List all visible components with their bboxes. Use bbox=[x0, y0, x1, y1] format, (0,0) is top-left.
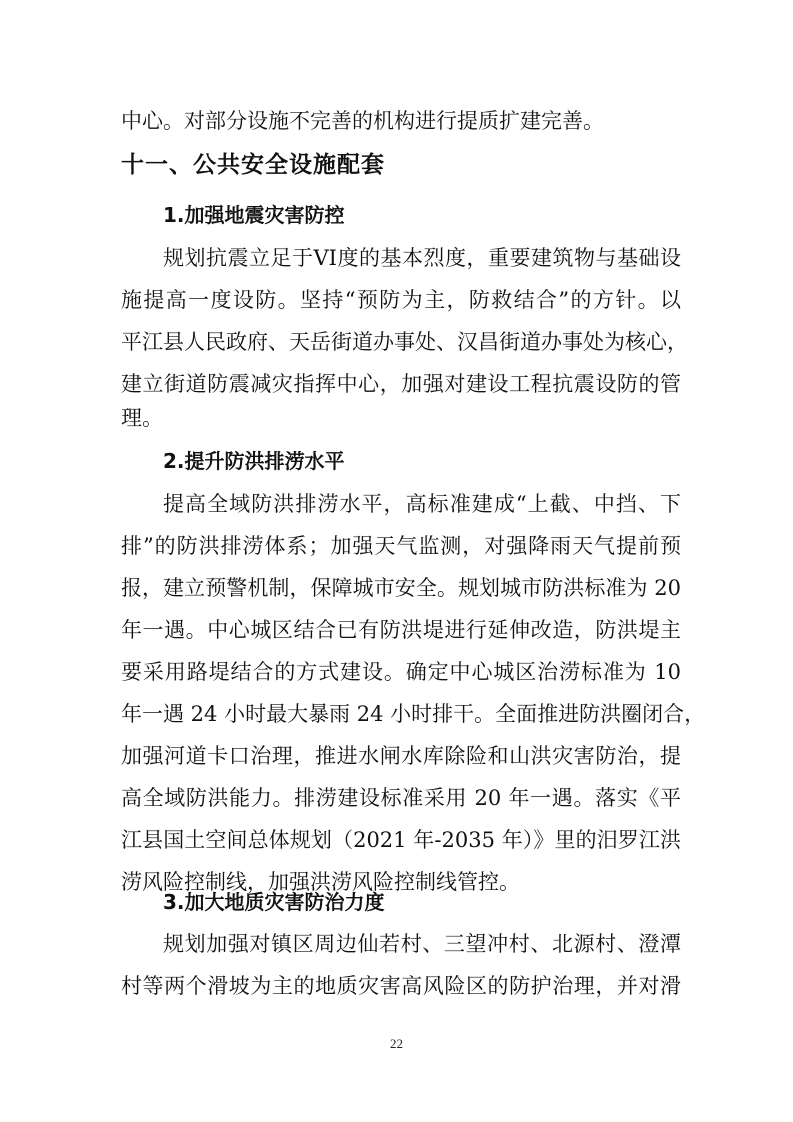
paragraph-line: 提高全域防洪排涝水平，高标准建成“上截、中挡、下 bbox=[163, 492, 681, 516]
paragraph-line: 平江县人民政府、天岳街道办事处、汉昌街道办事处为核心， bbox=[121, 330, 688, 354]
paragraph-line: 村等两个滑坡为主的地质灾害高风险区的防护治理，并对滑 bbox=[121, 974, 681, 998]
section-title: 十一、公共安全设施配套 bbox=[121, 152, 385, 178]
paragraph-line: 规划抗震立足于VI度的基本烈度，重要建筑物与基础设 bbox=[163, 246, 681, 270]
paragraph-line: 高全域防洪能力。排涝建设标准采用 20 年一遇。落实《平 bbox=[121, 786, 681, 810]
paragraph-line: 理。 bbox=[121, 406, 163, 430]
paragraph-line: 江县国土空间总体规划（2021 年-2035 年）》里的汨罗江洪 bbox=[121, 828, 681, 852]
paragraph-line: 要采用路堤结合的方式建设。确定中心城区治涝标准为 10 bbox=[121, 660, 681, 684]
subsection-heading-3: 3.加大地质灾害防治力度 bbox=[163, 890, 385, 914]
paragraph-line: 年一遇。中心城区结合已有防洪堤进行延伸改造，防洪堤主 bbox=[121, 618, 681, 642]
paragraph-line: 建立街道防震减灾指挥中心，加强对建设工程抗震设防的管 bbox=[121, 372, 681, 396]
page-number: 22 bbox=[390, 1036, 403, 1051]
paragraph-line: 涝风险控制线，加强洪涝风险控制线管控。 bbox=[121, 870, 520, 894]
subsection-heading-1: 1.加强地震灾害防控 bbox=[163, 203, 345, 227]
paragraph-line: 施提高一度设防。坚持“预防为主，防救结合”的方针。以 bbox=[121, 288, 681, 312]
paragraph-line: 排”的防洪排涝体系；加强天气监测，对强降雨天气提前预 bbox=[121, 534, 681, 558]
paragraph-line: 中心。对部分设施不完善的机构进行提质扩建完善。 bbox=[121, 109, 604, 133]
paragraph-line: 报，建立预警机制，保障城市安全。规划城市防洪标准为 20 bbox=[121, 576, 681, 600]
subsection-heading-2: 2.提升防洪排涝水平 bbox=[163, 449, 345, 473]
paragraph-line: 规划加强对镇区周边仙若村、三望冲村、北源村、澄潭 bbox=[163, 932, 681, 956]
paragraph-line: 年一遇 24 小时最大暴雨 24 小时排干。全面推进防洪圈闭合， bbox=[121, 702, 706, 726]
paragraph-line: 加强河道卡口治理，推进水闸水库除险和山洪灾害防治，提 bbox=[121, 744, 681, 768]
